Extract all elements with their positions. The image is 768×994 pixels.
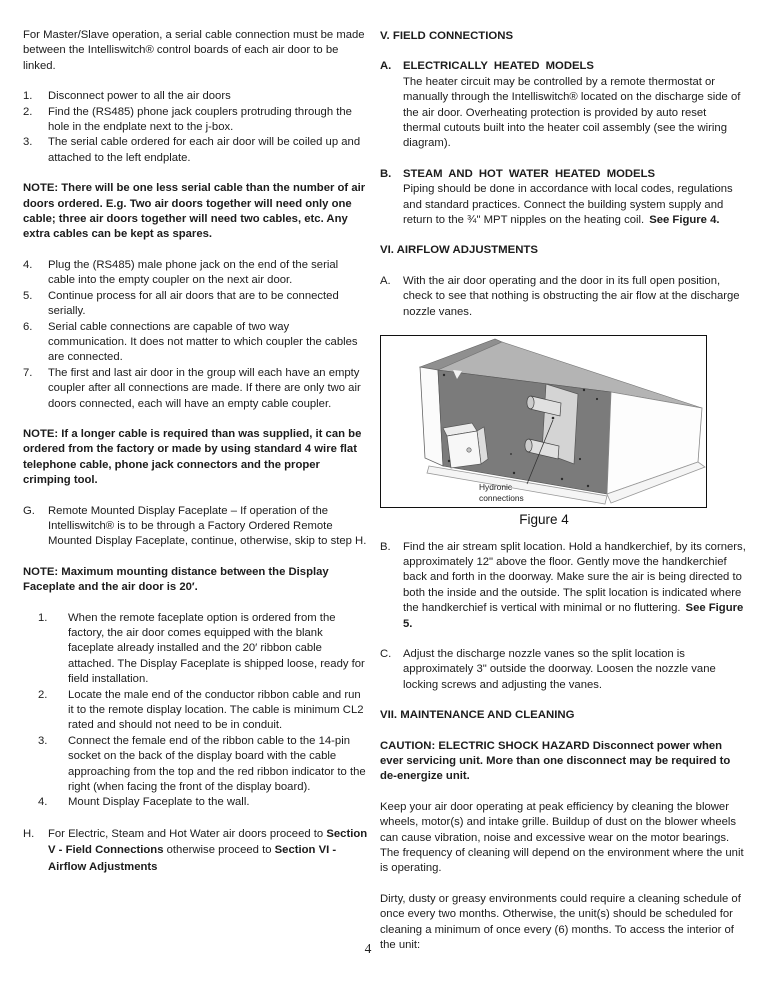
list-text: The first and last air door in the group will each have an empty coupler after all connections are made. If there are only two air doors connected, each will have an empty cable coupler.: [48, 366, 361, 410]
list-number: 5.: [23, 289, 33, 302]
figure-4-caption: Figure 4: [519, 512, 569, 528]
intro-paragraph: For Master/Slave operation, a serial cable connection must be made between the Intelliswitch® control boards of each air door to be linked.: [23, 29, 365, 72]
item-b-split-location: [380, 540, 747, 632]
list-text: Plug the (RS485) male phone jack on the end of the serial cable into the empty coupler on the next air door.: [48, 258, 339, 287]
figure-4: [380, 335, 747, 527]
junction-box-front: [447, 431, 481, 468]
list-number: 6.: [23, 320, 33, 333]
list-text: Remote Mounted Display Faceplate – If operation of the Intelliswitch® is to be through a Factory Ordered Remote Mounted Display Faceplate, continue, otherwise, skip to step H.: [48, 504, 367, 548]
list-text: Adjust the discharge nozzle vanes so the split location is approximately 3" outside the doorway. Loosen the nozzle vane locking screws and adjusting the vanes.: [403, 647, 716, 691]
plate-fastener-dot: [552, 417, 555, 420]
list-text: When the remote faceplate option is ordered from the factory, the air door comes equipped with the blank faceplate already installed and the 20′ ribbon cable attached. The Display Faceplate is shipped loose, ready for field installation.: [68, 611, 365, 686]
list-item: [23, 320, 368, 366]
junction-box-knockout: [467, 448, 471, 452]
list-item: [38, 611, 368, 688]
section-vi-heading: VI. AIRFLOW ADJUSTMENTS: [380, 244, 538, 257]
list-letter: B.: [380, 167, 392, 180]
serial-cable-steps-4-7: [23, 258, 368, 412]
list-number: 3.: [23, 136, 33, 149]
list-letter: B.: [380, 540, 391, 553]
list-letter: G.: [23, 504, 35, 517]
list-text: With the air door operating and the door in its full open position, check to see that nothing is obstructing the air flow at the discharge nozzle vanes.: [403, 274, 740, 318]
item-h-proceed: [23, 826, 368, 875]
item-title: ELECTRICALLY HEATED MODELS: [403, 60, 594, 73]
list-letter: A.: [380, 60, 392, 73]
cleaning-paragraph-1: Keep your air door operating at peak efficiency by cleaning the blower wheels, motor(s) and intake grille. Buildup of dust on the blower wheels can cause vibration, noise and excessive wear on the motor bearings. The frequency of cleaning will depend on the environment where the unit is operating.: [380, 800, 744, 875]
note-spare-cables: NOTE: There will be one less serial cable than the number of air doors ordered. E.g. Two air doors together will need only one cable; three air doors together will need two cables, etc. Any extra cables can be kept as spares.: [23, 182, 366, 241]
item-b-steam-hot-water: [380, 167, 747, 229]
list-number: 1.: [23, 90, 33, 103]
section-v-reference: Section V - Field Connections: [48, 827, 368, 857]
list-number: 2.: [23, 105, 33, 118]
list-item: [38, 734, 368, 796]
see-figure-4-reference: See Figure 4.: [649, 214, 720, 227]
item-body: The heater circuit may be controlled by a remote thermostat or manually through the Intelliswitch® located on the discharge side of the air door. Overheating protection is provided by auto reset thermal cutouts built into the heater coil assembly (see the wiring diagram).: [403, 75, 741, 150]
text-segment: otherwise proceed to: [163, 844, 275, 857]
list-item: [23, 258, 368, 289]
list-letter: H.: [23, 827, 35, 840]
list-number: 2.: [38, 688, 48, 701]
list-text: The serial cable ordered for each air door will be coiled up and attached to the left endplate.: [48, 136, 361, 164]
section-v-heading: V. FIELD CONNECTIONS: [380, 30, 514, 42]
list-item: [23, 89, 368, 104]
list-text: Continue process for all air doors that are to be connected serially.: [48, 289, 339, 318]
list-item: [23, 366, 368, 412]
list-text: Disconnect power to all the air doors: [48, 90, 231, 103]
item-body: Piping should be done in accordance with local codes, regulations and standard practices. Connect the building system supply and return to the ¾" MPT nipples on the heating coil.: [403, 183, 733, 227]
remote-faceplate-steps: [38, 611, 368, 811]
hydronic-label-line2: connections: [479, 493, 524, 504]
cleaning-paragraph-2: Dirty, dusty or greasy environments could require a cleaning schedule of once every two months. Otherwise, the unit(s) should be scheduled for cleaning a minimum of once every (6) months. To access the interior of the unit:: [380, 892, 741, 952]
page-number: 4: [364, 941, 372, 956]
list-letter: A.: [380, 274, 391, 287]
item-g-remote-faceplate: [23, 504, 368, 550]
hydronic-label-line1: Hydronic: [479, 482, 513, 493]
pipe-nipple-bottom-cap: [525, 439, 532, 452]
list-item: [23, 289, 368, 320]
air-door-isometric-illustration: [381, 336, 706, 507]
list-item: [38, 795, 368, 810]
list-number: 7.: [23, 366, 33, 379]
list-text: Connect the female end of the ribbon cable to the 14-pin socket on the back of the display board with the cable approaching from the top and the red ribbon indicator to the right (when facing the front of the display board).: [68, 734, 366, 794]
figure-4-frame: [380, 335, 707, 508]
list-text: Find the (RS485) phone jack couplers protruding through the hole in the endplate next to the j-box.: [48, 105, 352, 134]
section-vi-reference: Section VI - Airflow Adjustments: [48, 844, 337, 873]
item-c-adjust-vanes: [380, 647, 747, 693]
list-text: Serial cable connections are capable of two way communication. It does not matter to which coupler the cables are connected.: [48, 320, 358, 364]
list-text: Locate the male end of the conductor ribbon cable and run it to the remote display location. The cable is minimum CL2 rated and should not need to be in conduit.: [68, 688, 364, 732]
right-column: [380, 29, 747, 968]
list-number: 3.: [38, 734, 48, 747]
list-text: Find the air stream split location. Hold a handkerchief, by its corners, approximately 12" above the floor. Gently move the handkerchief back and forth in the doorway. Make sure the air is being directed to both the inside and the outside. The split location is indicated where the handkerchief is vertical with minimal or no fluttering.: [403, 540, 746, 615]
pipe-nipple-top-cap: [527, 396, 534, 409]
text-segment: For Electric, Steam and Hot Water air doors proceed to: [48, 827, 327, 840]
item-a-electrically-heated: [380, 59, 747, 151]
see-figure-5-reference: See Figure 5.: [403, 602, 744, 630]
serial-cable-steps-1-3: [23, 89, 368, 166]
list-number: 4.: [38, 796, 48, 809]
list-text: Mount Display Faceplate to the wall.: [68, 796, 250, 809]
note-longer-cable: NOTE: If a longer cable is required than was supplied, it can be ordered from the factory or made by using standard 4 wire flat telephone cable, phone jack connectors and the proper crimping tool.: [23, 427, 362, 487]
list-item: [38, 688, 368, 734]
list-letter: C.: [380, 647, 392, 660]
note-mounting-distance: NOTE: Maximum mounting distance between the Display Faceplate and the air door is 20′.: [23, 565, 329, 594]
list-item: [23, 135, 368, 166]
item-title: STEAM AND HOT WATER HEATED MODELS: [403, 167, 656, 180]
list-text: [48, 826, 368, 875]
caution-electric-shock: CAUTION: ELECTRIC SHOCK HAZARD Disconnect power when ever servicing unit. More than one disconnect may be required to de-energize unit.: [380, 739, 731, 783]
item-a-airflow: [380, 274, 747, 320]
list-item: [23, 105, 368, 136]
list-number: 4.: [23, 258, 33, 271]
left-column: [23, 28, 368, 890]
section-vii-heading: VII. MAINTENANCE AND CLEANING: [380, 709, 575, 722]
list-number: 1.: [38, 611, 48, 624]
